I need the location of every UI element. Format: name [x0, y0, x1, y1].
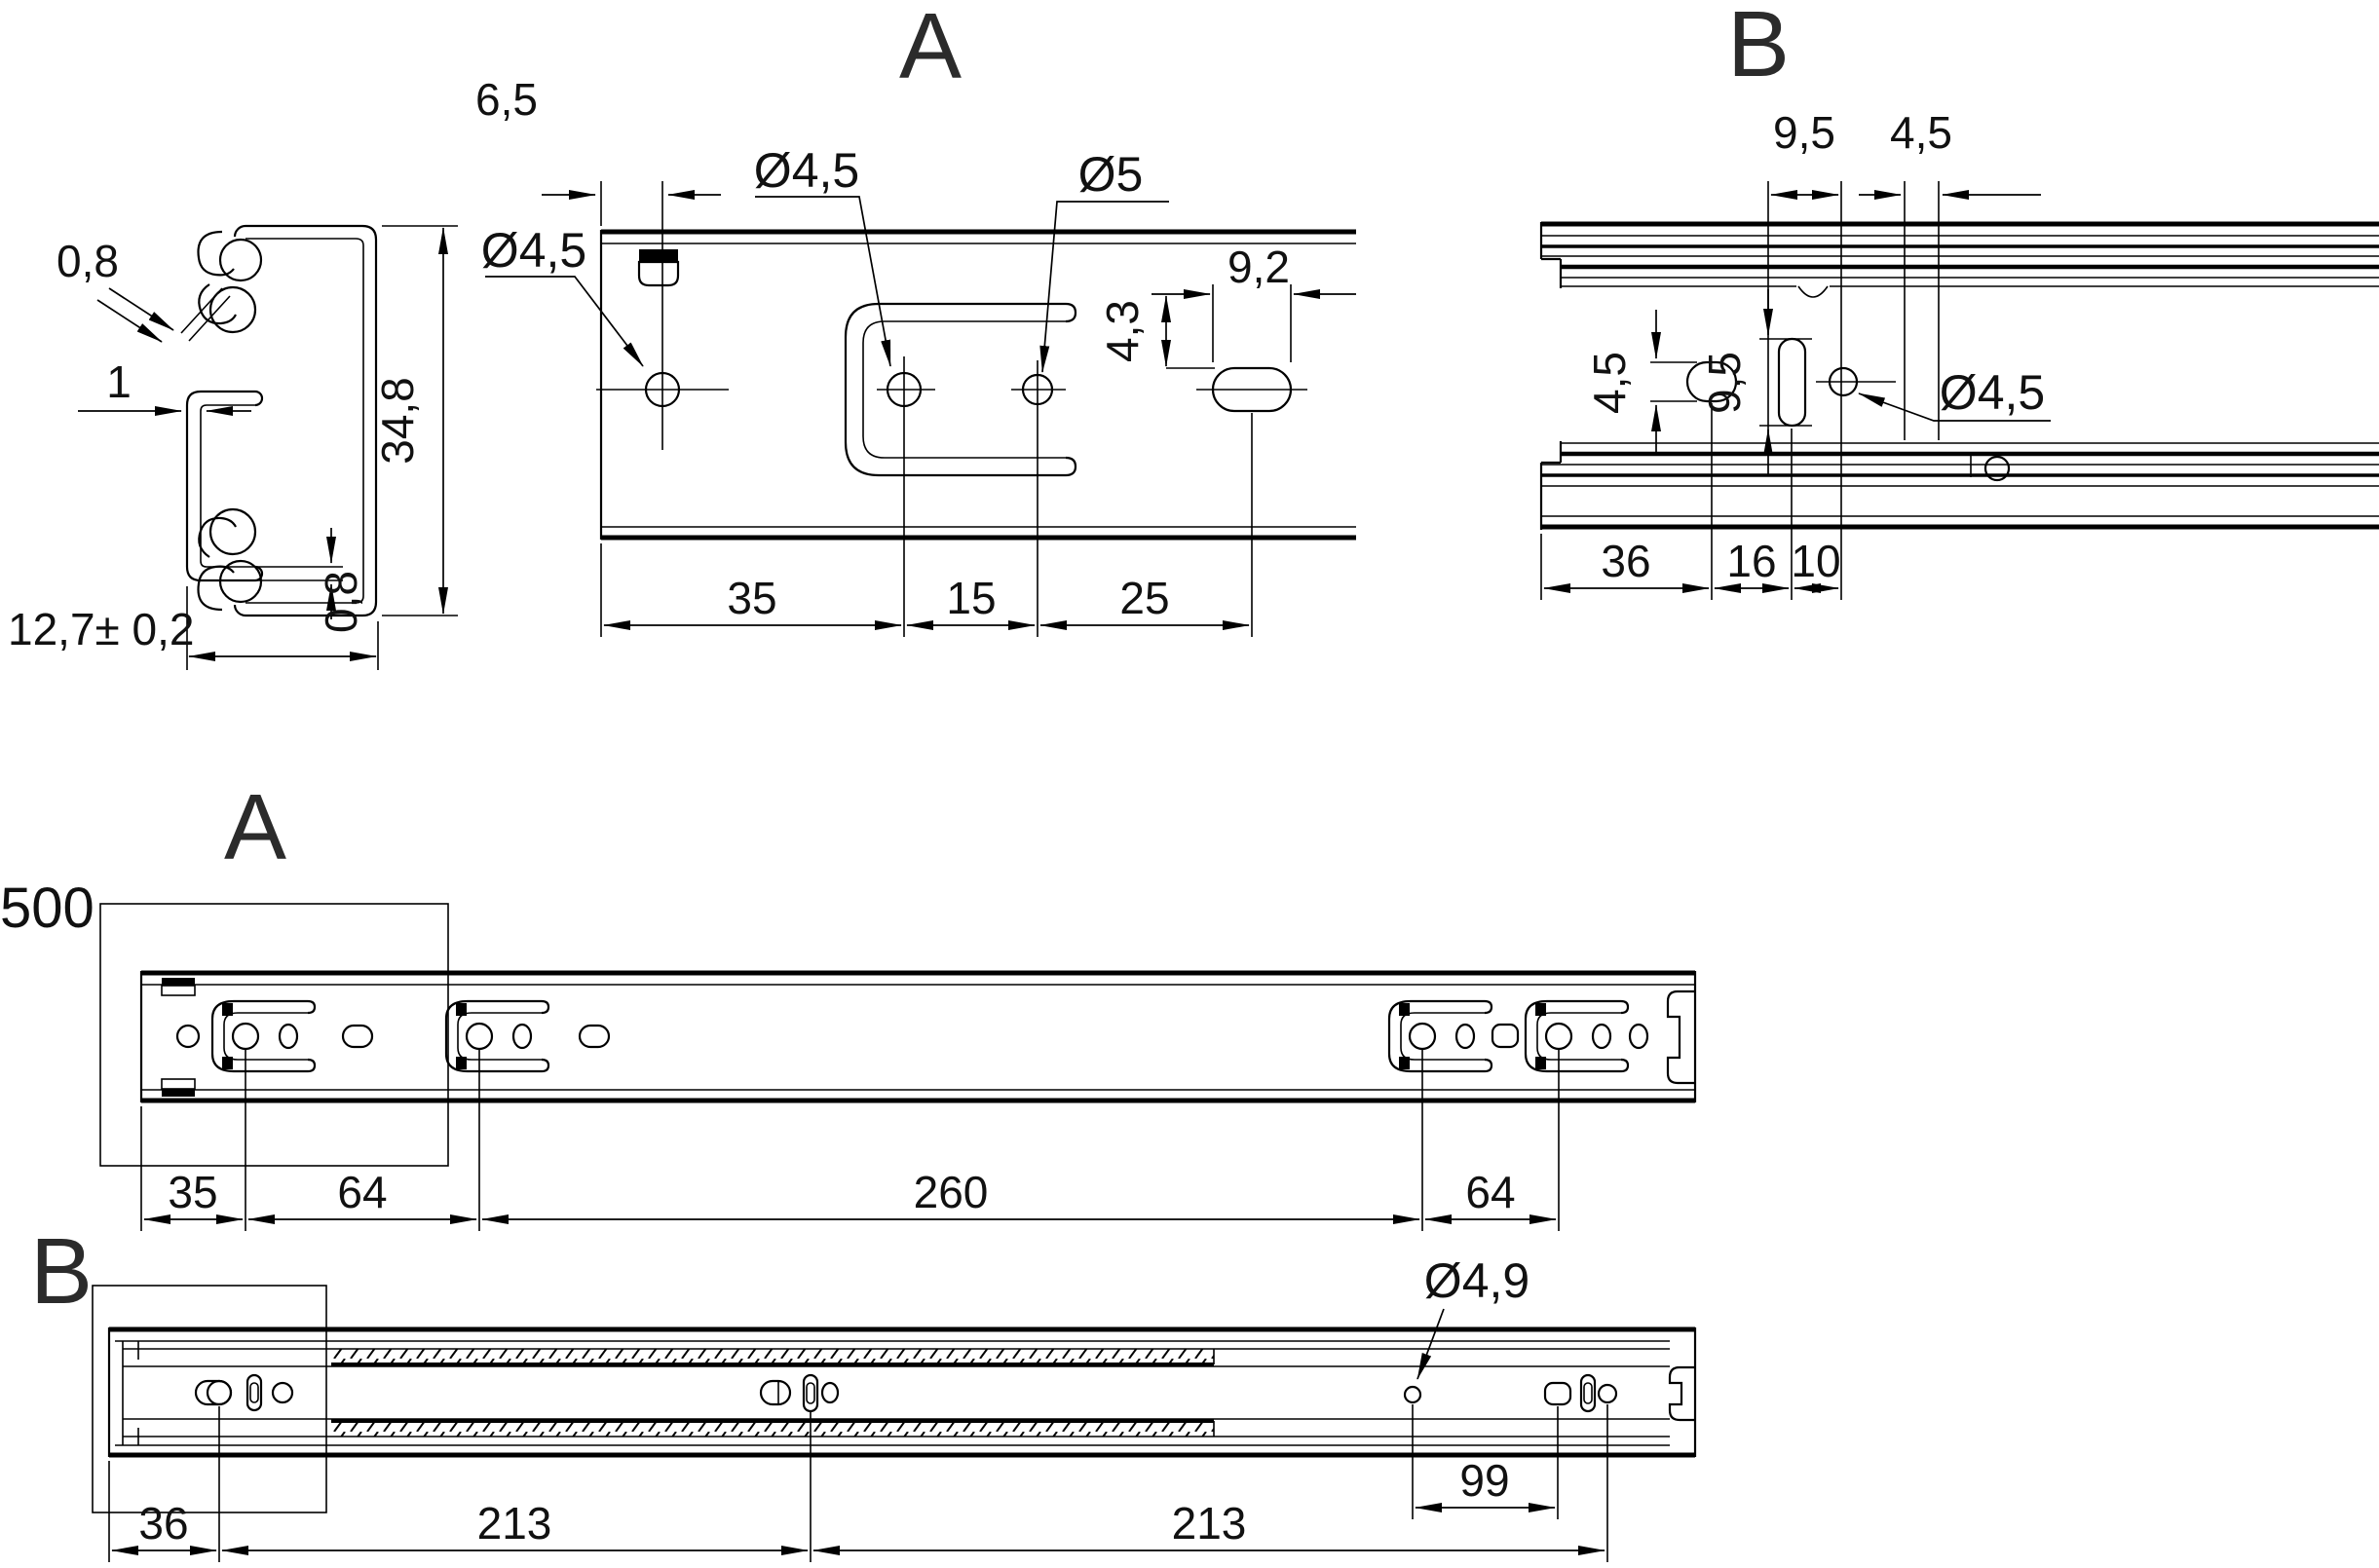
- rail-a-pitch2-label: 64: [337, 1167, 388, 1217]
- dim-lip-bottom-label: 0,8: [316, 571, 366, 633]
- dim-b-pitch2-label: 16: [1726, 536, 1777, 586]
- dim-slot-length-label: 9,2: [1227, 242, 1290, 292]
- dim-slot-offset-label: 4,3: [1097, 300, 1148, 362]
- dim-b-top1-label: 9,5: [1773, 107, 1835, 158]
- rail-a-pitch3-label: 260: [913, 1167, 989, 1217]
- dim-hole-round-label: Ø5: [1077, 147, 1144, 202]
- rail-b-view: [30, 1219, 1695, 1562]
- dim-wall-label: 1: [106, 356, 132, 407]
- detail-a-title: A: [898, 0, 963, 98]
- dim-height-label: 34,8: [372, 377, 423, 465]
- rail-b-hole-pitch-label: 99: [1459, 1455, 1510, 1506]
- dim-width-label: 12,7± 0,2: [8, 604, 195, 654]
- dim-b-slot-width-label: 4,5: [1584, 352, 1635, 414]
- dim-b-top2-label: 4,5: [1890, 107, 1952, 158]
- detail-a-zone-box: [100, 904, 448, 1166]
- dim-pitch1-label: 35: [727, 573, 777, 623]
- rail-a-pitch4-label: 64: [1465, 1167, 1516, 1217]
- detail-b-title: B: [1726, 0, 1791, 96]
- dim-pitch2-label: 15: [946, 573, 997, 623]
- rail-a-title: A: [223, 775, 287, 879]
- dim-hole-left-label: Ø4,5: [480, 223, 587, 278]
- detail-a-geometry: [596, 181, 1356, 540]
- dim-pitch3-label: 25: [1119, 573, 1170, 623]
- dim-hole-bracket-label: Ø4,5: [753, 143, 860, 198]
- rail-b-pitch1-label: 36: [138, 1498, 189, 1549]
- detail-a-view: [475, 0, 1356, 637]
- rail-a-view: [0, 775, 1695, 1231]
- rail-b-geometry: [109, 1327, 1695, 1457]
- dim-b-hole-label: Ø4,5: [1939, 365, 2046, 420]
- rail-b-hole-label: Ø4,9: [1423, 1253, 1530, 1308]
- rail-a-geometry: [141, 971, 1695, 1102]
- detail-b-view: [1541, 0, 2379, 600]
- dim-b-pitch1-label: 36: [1601, 536, 1651, 586]
- dim-edge-offset-label: 6,5: [475, 74, 538, 125]
- cross-section-view: [8, 226, 458, 670]
- rail-b-title: B: [29, 1219, 94, 1324]
- dim-b-slot-height-label: 9,5: [1699, 352, 1750, 414]
- rail-a-length-label: 500: [0, 877, 94, 940]
- rail-b-pitch2-label: 213: [476, 1498, 552, 1549]
- dim-b-pitch3-label: 10: [1791, 536, 1841, 586]
- cross-section-geometry: [181, 226, 376, 616]
- dim-lip-top-label: 0,8: [57, 236, 119, 286]
- rail-a-pitch1-label: 35: [168, 1167, 218, 1217]
- rail-b-pitch3-label: 213: [1171, 1498, 1247, 1549]
